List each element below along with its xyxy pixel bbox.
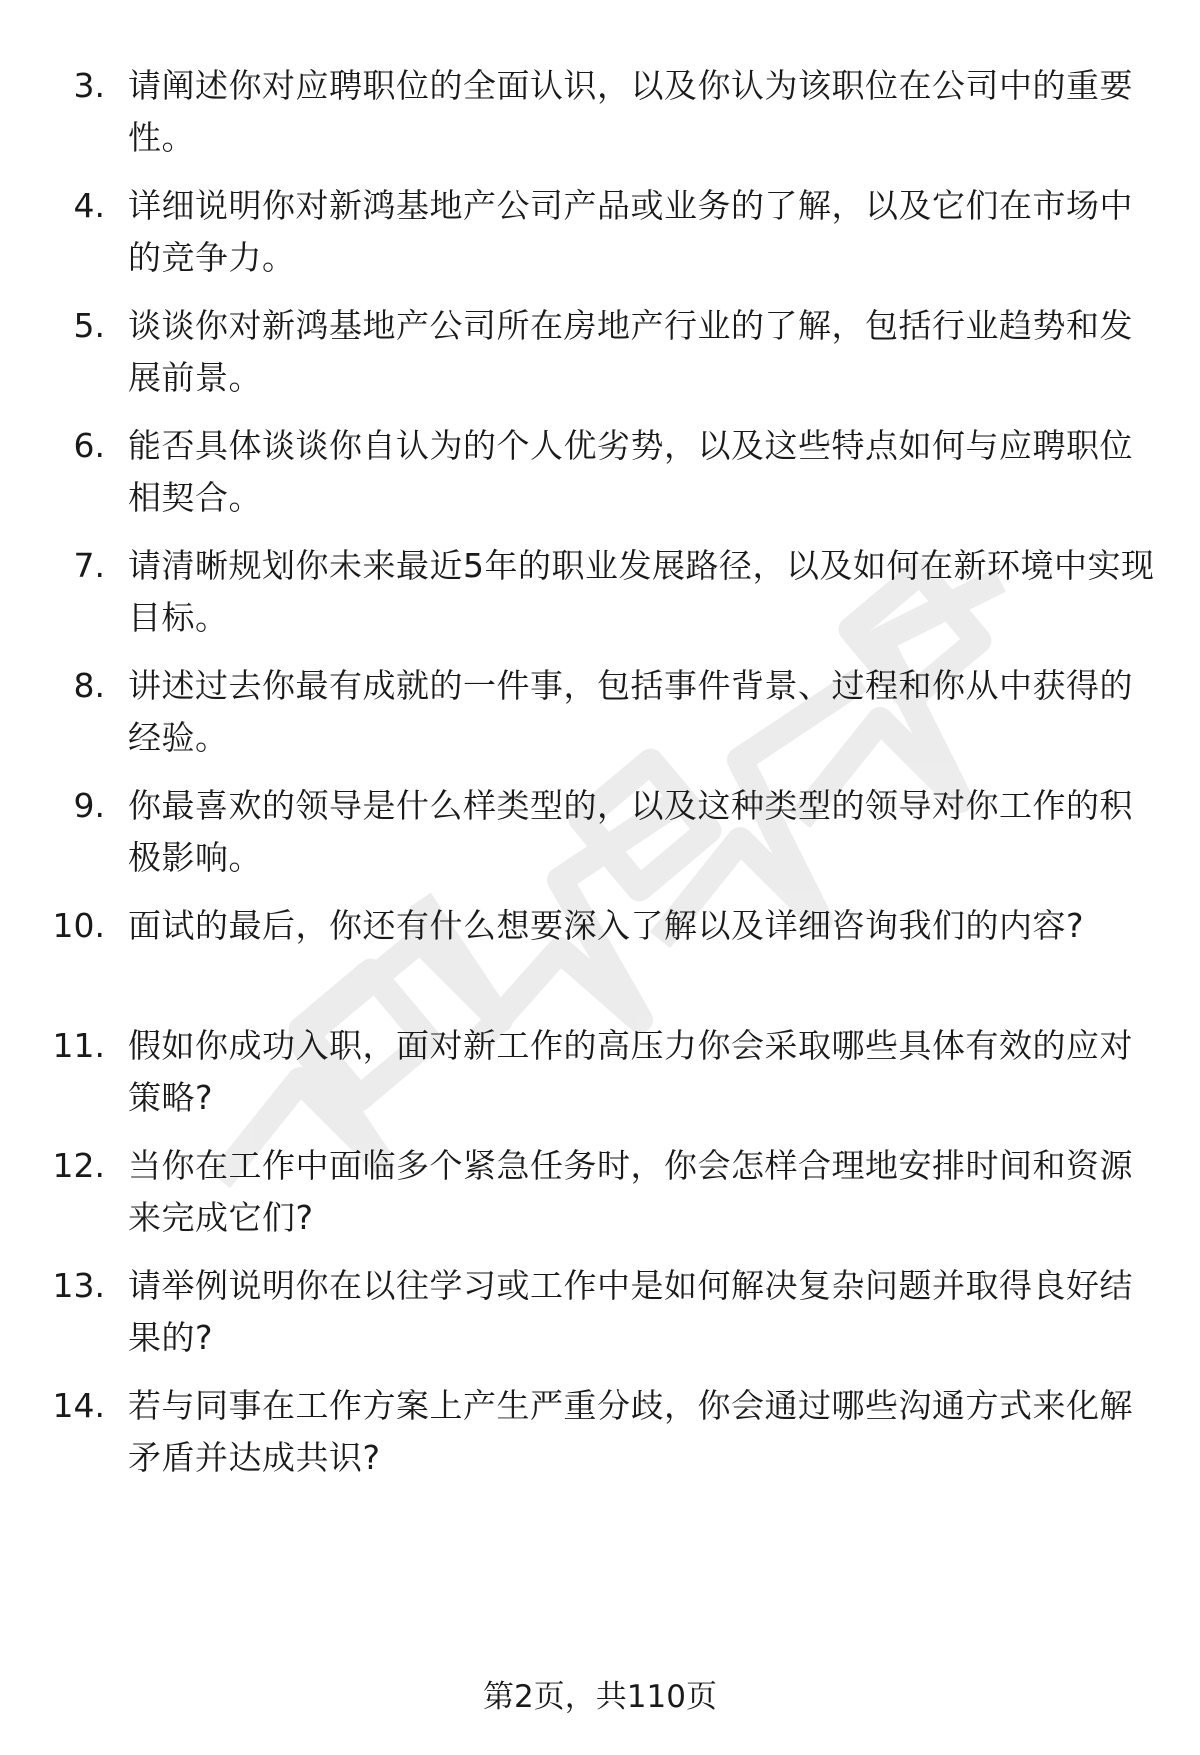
- question-number: 5.: [73, 306, 105, 345]
- question-number: 10.: [52, 906, 105, 945]
- question-item: [0, 1380, 1200, 1500]
- question-number: 4.: [73, 186, 105, 225]
- question-item: [0, 780, 1200, 900]
- question-text: 当你在工作中面临多个紧急任务时，你会怎样合理地安排时间和资源来完成它们?: [128, 1146, 1133, 1237]
- question-item: [0, 60, 1200, 180]
- question-item: [0, 540, 1200, 660]
- question-number: 9.: [73, 786, 105, 825]
- page-footer: 第2页，共110页: [483, 1679, 717, 1715]
- question-text: 详细说明你对新鸿基地产公司产品或业务的了解，以及它们在市场中的竞争力。: [128, 186, 1133, 277]
- question-number: 3.: [73, 66, 105, 105]
- question-item: [0, 300, 1200, 420]
- question-text: 请阐述你对应聘职位的全面认识，以及你认为该职位在公司中的重要性。: [128, 66, 1133, 157]
- question-number: 7.: [73, 546, 105, 585]
- question-item: [0, 420, 1200, 540]
- question-item: [0, 660, 1200, 780]
- question-number: 6.: [73, 426, 105, 465]
- question-text: 假如你成功入职，面对新工作的高压力你会采取哪些具体有效的应对策略?: [128, 1026, 1133, 1117]
- question-number: 8.: [73, 666, 105, 705]
- question-number: 11.: [52, 1026, 105, 1065]
- question-text: 谈谈你对新鸿基地产公司所在房地产行业的了解，包括行业趋势和发展前景。: [128, 306, 1133, 397]
- question-text: 请举例说明你在以往学习或工作中是如何解决复杂问题并取得良好结果的?: [128, 1266, 1133, 1357]
- question-text: 请清晰规划你未来最近5年的职业发展路径，以及如何在新环境中实现目标。: [128, 546, 1155, 637]
- question-text: 你最喜欢的领导是什么样类型的，以及这种类型的领导对你工作的积极影响。: [128, 786, 1133, 877]
- question-number: 12.: [52, 1146, 105, 1185]
- question-item: [0, 1140, 1200, 1260]
- question-item: [0, 1020, 1200, 1140]
- question-item: [0, 180, 1200, 300]
- question-text: 能否具体谈谈你自认为的个人优劣势，以及这些特点如何与应聘职位相契合。: [128, 426, 1133, 517]
- question-text: 面试的最后，你还有什么想要深入了解以及详细咨询我们的内容?: [128, 906, 1085, 945]
- question-number: 14.: [52, 1386, 105, 1425]
- question-text: 讲述过去你最有成就的一件事，包括事件背景、过程和你从中获得的经验。: [128, 666, 1133, 757]
- question-number: 13.: [52, 1266, 105, 1305]
- question-item: [0, 1260, 1200, 1380]
- question-item: [0, 900, 1200, 1020]
- question-text: 若与同事在工作方案上产生严重分歧，你会通过哪些沟通方式来化解矛盾并达成共识?: [128, 1386, 1133, 1477]
